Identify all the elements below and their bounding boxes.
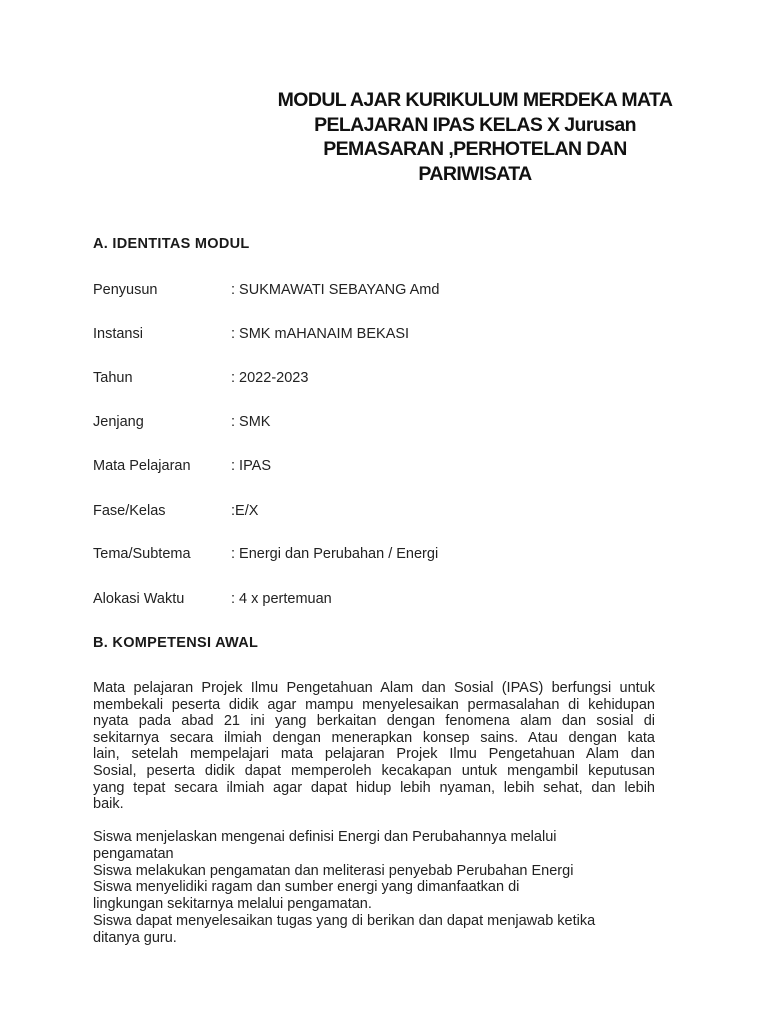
identity-value: : 2022-2023 — [231, 370, 309, 386]
competency-line: Siswa menjelaskan mengenai definisi Energi dan Perubahannya melalui — [93, 829, 557, 845]
competency-paragraph — [93, 680, 655, 813]
competency-line: Siswa dapat menyelesaikan tugas yang di berikan dan dapat menjawab ketika — [93, 912, 596, 929]
identity-row-penyusun — [93, 282, 653, 302]
identity-label: Penyusun — [93, 282, 158, 298]
identity-value: : SMK mAHANAIM BEKASI — [231, 326, 410, 342]
document-title — [256, 88, 694, 186]
identity-value: : SUKMAWATI SEBAYANG Amd — [231, 282, 440, 298]
identity-label: Alokasi Waktu — [93, 591, 185, 607]
identity-value: : Energi dan Perubahan / Energi — [231, 546, 439, 562]
identity-label: Fase/Kelas — [93, 503, 166, 519]
identity-label: Tema/Subtema — [93, 546, 191, 562]
competency-line: ditanya guru. — [93, 929, 177, 946]
document-title-line: MODUL AJAR KURIKULUM MERDEKA MATA — [277, 89, 673, 111]
identity-value: : 4 x pertemuan — [231, 591, 332, 607]
paragraph-line: Mata pelajaran Projek Ilmu Pengetahuan Alam dan Sosial (IPAS) berfungsi untuk — [93, 680, 655, 696]
identity-label: Instansi — [93, 326, 143, 342]
identity-row-tema-subtema — [93, 546, 653, 566]
competency-line: Siswa melakukan pengamatan dan meliterasi penyebab Perubahan Energi — [93, 862, 574, 879]
identity-row-alokasi-waktu — [93, 591, 653, 611]
paragraph-line: Sosial, peserta didik dapat memperoleh kecakapan untuk mengambil keputusan — [93, 762, 655, 779]
paragraph-line: membekali peserta didik agar mampu menyelesaikan permasalahan di kehidupan — [93, 696, 655, 713]
competency-line: pengamatan — [93, 845, 174, 862]
identity-value: : IPAS — [231, 458, 272, 474]
competency-line: Siswa menyelidiki ragam dan sumber energi yang dimanfaatkan di — [93, 879, 520, 896]
section-a-heading: A. IDENTITAS MODUL — [93, 236, 250, 252]
identity-row-fase-kelas — [93, 503, 653, 523]
identity-label: Mata Pelajaran — [93, 458, 191, 474]
document-title-line: PARIWISATA — [418, 162, 532, 185]
identity-row-tahun — [93, 370, 653, 390]
identity-label: Tahun — [93, 370, 133, 386]
identity-row-mata-pelajaran — [93, 458, 653, 478]
identity-value: : SMK — [231, 414, 271, 430]
paragraph-line: lain, setelah mempelajari mata pelajaran Projek Ilmu Pengetahuan Alam dan — [93, 746, 655, 763]
paragraph-line: sekitarnya secara ilmiah dengan menerapkan konsep sains. Atau dengan kata — [93, 729, 655, 746]
paragraph-line: baik. — [93, 796, 124, 813]
paragraph-line: nyata pada abad 21 ini yang berkaitan dengan fenomena alam dan sosial di — [93, 713, 655, 730]
identity-value: :E/X — [231, 503, 259, 519]
identity-row-jenjang — [93, 414, 653, 434]
identity-label: Jenjang — [93, 414, 144, 430]
identity-row-instansi — [93, 326, 653, 346]
document-title-line: PEMASARAN ,PERHOTELAN DAN — [323, 138, 627, 160]
section-b-heading: B. KOMPETENSI AWAL — [93, 635, 259, 651]
competency-line: lingkungan sekitarnya melalui pengamatan. — [93, 896, 372, 913]
document-title-line: PELAJARAN IPAS KELAS X Jurusan — [314, 113, 636, 136]
paragraph-line: yang tepat secara ilmiah agar dapat hidup lebih nyaman, lebih sehat, dan lebih — [93, 779, 655, 796]
competency-list — [93, 829, 655, 947]
